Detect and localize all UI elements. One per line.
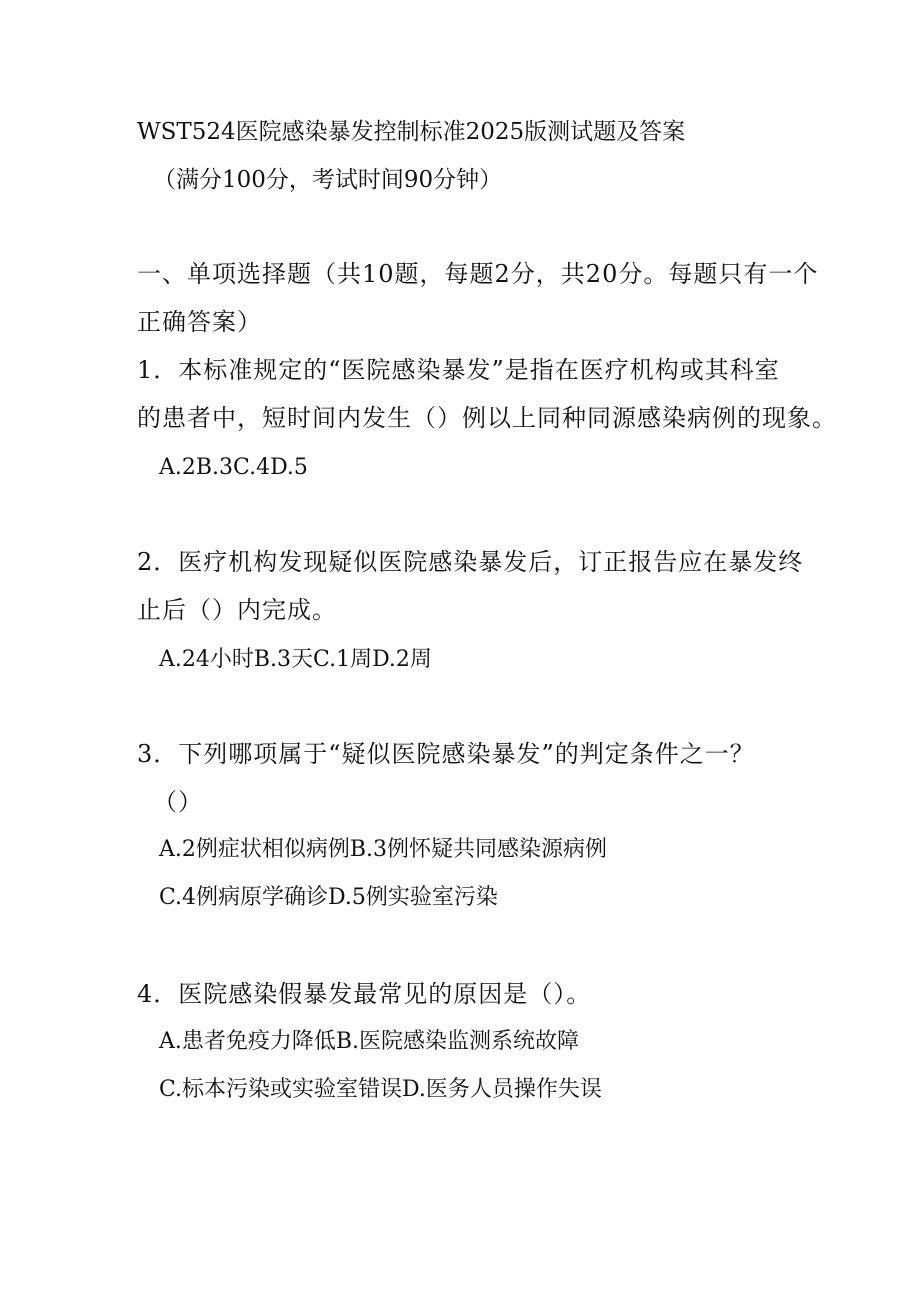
question-3-options-line-2: C.4例病原学确诊D.5例实验室污染	[159, 885, 498, 910]
question-2-options: A.24小时B.3天C.1周D.2周	[159, 647, 432, 672]
question-1-stem-line-2: 的患者中，短时间内发生（）例以上同种同源感染病例的现象。	[137, 404, 837, 432]
question-1-options: A.2B.3C.4D.5	[159, 455, 308, 480]
section-heading-line-1: 一、单项选择题（共10题，每题2分，共20分。每题只有一个	[137, 260, 819, 288]
question-4-options-line-2: C.标本污染或实验室错误D.医务人员操作失误	[159, 1077, 602, 1102]
document-subtitle: （满分100分，考试时间90分钟）	[153, 167, 503, 193]
question-3-stem-line-2: （）	[153, 788, 203, 816]
question-4-options-line-1: A.患者免疫力降低B.医院感染监测系统故障	[159, 1029, 580, 1054]
question-3-stem-line-1: 3．下列哪项属于“疑似医院感染暴发”的判定条件之一？	[137, 740, 755, 768]
question-3-options-line-1: A.2例症状相似病例B.3例怀疑共同感染源病例	[159, 837, 608, 862]
document-title: WST524医院感染暴发控制标准2025版测试题及答案	[137, 119, 686, 145]
question-2-stem-line-1: 2．医疗机构发现疑似医院感染暴发后，订正报告应在暴发终	[137, 548, 804, 576]
question-1-stem-line-1: 1．本标准规定的“医院感染暴发”是指在医疗机构或其科室	[137, 356, 780, 384]
question-4-stem-line-1: 4．医院感染假暴发最常见的原因是（）。	[137, 980, 592, 1008]
question-2-stem-line-2: 止后（）内完成。	[137, 596, 337, 624]
section-heading-line-2: 正确答案）	[137, 308, 262, 336]
